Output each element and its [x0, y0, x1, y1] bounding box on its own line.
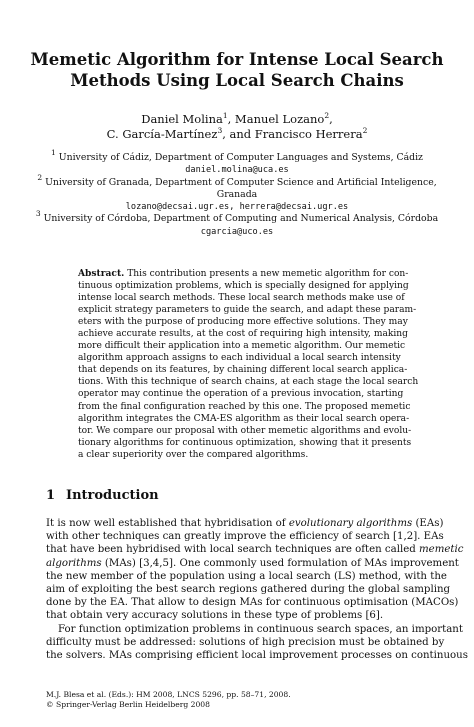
body-line: done by the EA. That allow to design MAs for continuous optimisation (MACOs) [46, 597, 459, 609]
affiliation-3 [20, 209, 454, 225]
affiliation-2-email: lozano@decsai.ugr.es, herrera@decsai.ugr.es [125, 202, 349, 213]
paper-title [20, 49, 454, 91]
abstract-line: that depends on its features, by chaining different local search applica- [78, 365, 408, 376]
body-line: that obtain very accuracy solutions in these type of problems [6]. [46, 610, 384, 622]
affiliation-text: University of Granada, Department of Computer Science and Artificial Inteligence, [45, 176, 437, 188]
body-line: the solvers. MAs comprising efficient local improvement processes on continuous [46, 650, 468, 662]
body-line: difficulty must be addressed: solutions of high precision must be obtained by [46, 636, 445, 648]
section-number: 1 [46, 488, 56, 503]
abstract [78, 268, 419, 461]
abstract-line: from the final configuration reached by this one. The proposed memetic [78, 401, 411, 412]
body-line [46, 557, 459, 570]
body-line [46, 517, 444, 530]
author-name: C. García-Martínez [106, 127, 218, 141]
abstract-label: Abstract. [78, 268, 125, 279]
page-footer [46, 690, 291, 710]
abstract-line: operator may continue the operation of a previous invocation, starting [78, 389, 404, 400]
abstract-line: achieve accurate results, at the cost of requiring high intensity, making [78, 329, 408, 340]
abstract-line: tionary algorithms for continuous optimization, showing that it presents [78, 437, 412, 448]
affiliation-number: 2 [37, 172, 43, 182]
affiliation-text: University of Cádiz, Department of Computer Languages and Systems, Cádiz [58, 152, 423, 163]
abstract-line: explicit strategy parameters to guide the search, and adapt these param- [78, 305, 417, 316]
body-text: (EAs) [412, 518, 444, 529]
abstract-line: intense local search methods. These local search methods make use of [78, 293, 405, 304]
abstract-line: tions. With this technique of search chains, at each stage the local search [78, 377, 419, 388]
affiliation-number: 3 [35, 209, 41, 219]
body-emphasis: evolutionary algorithms [288, 518, 413, 529]
body-emphasis: algorithms [46, 557, 102, 569]
body-line: For function optimization problems in continuous search spaces, an important [58, 623, 463, 635]
author-name: Daniel Molina [141, 112, 223, 126]
footer-citation: M.J. Blesa et al. (Eds.): HM 2008, LNCS 5296, pp. 58–71, 2008. [46, 690, 291, 699]
affiliation-1 [20, 148, 454, 164]
affiliation-text: University of Córdoba, Department of Computing and Numerical Analysis, Córdoba [43, 213, 439, 225]
abstract-line: more difficult their application into a memetic algorithm. Our memetic [78, 341, 406, 352]
section-heading-introduction [46, 488, 159, 503]
affiliation-marker: 3 [217, 126, 223, 135]
abstract-line: algorithm integrates the CMA-ES algorithm as their local search opera- [78, 413, 410, 424]
author-line-2 [20, 127, 454, 142]
author-name: , and Francisco Herrera [222, 127, 363, 141]
abstract-line: a clear superiority over the compared algorithms. [78, 449, 309, 460]
abstract-line: algorithm approach assigns to each individual a local search intensity [78, 353, 401, 364]
author-separator: , [329, 112, 333, 126]
body-line [46, 543, 464, 556]
body-line: aim of exploiting the best search regions gathered during the global sampling [46, 584, 451, 596]
section-title: Introduction [66, 488, 159, 503]
affiliation-3-email: cgarcia@uco.es [200, 226, 274, 237]
author-list [20, 112, 454, 142]
title-line-2: Methods Using Local Search Chains [70, 71, 404, 90]
affiliation-2 [20, 172, 454, 189]
affiliation-2-city: Granada [216, 188, 258, 200]
affiliation-marker: 2 [362, 126, 368, 135]
author-name: , Manuel Lozano [227, 112, 325, 126]
body-text: It is now well established that hybridisation of [46, 518, 289, 529]
introduction-body [46, 517, 468, 662]
abstract-line: tinuous optimization problems, which is specially designed for applying [78, 281, 409, 292]
author-line-1 [20, 112, 454, 127]
title-line-1: Memetic Algorithm for Intense Local Search [30, 50, 444, 69]
abstract-line: tor. We compare our proposal with other memetic algorithms and evolu- [78, 425, 412, 436]
affiliations [20, 148, 454, 238]
body-text: that have been hybridised with local search techniques are often called [46, 544, 420, 556]
footer-copyright: © Springer-Verlag Berlin Heidelberg 2008 [46, 700, 210, 709]
body-text: (MAs) [3,4,5]. One commonly used formulation of MAs improvement [101, 557, 459, 569]
affiliation-marker: 1 [222, 111, 228, 120]
body-line: the new member of the population using a local search (LS) method, with the [46, 570, 447, 582]
abstract-line [78, 268, 409, 280]
body-line: with other techniques can greatly improve the efficiency of search [1,2]. EAs [46, 531, 444, 543]
abstract-text: This contribution presents a new memetic algorithm for con- [127, 269, 409, 279]
affiliation-1-email: daniel.molina@uca.es [185, 165, 289, 176]
body-emphasis: memetic [419, 544, 464, 556]
affiliation-number: 1 [51, 148, 56, 157]
affiliation-marker: 2 [324, 111, 330, 120]
abstract-line: eters with the purpose of producing more effective solutions. They may [78, 317, 408, 328]
